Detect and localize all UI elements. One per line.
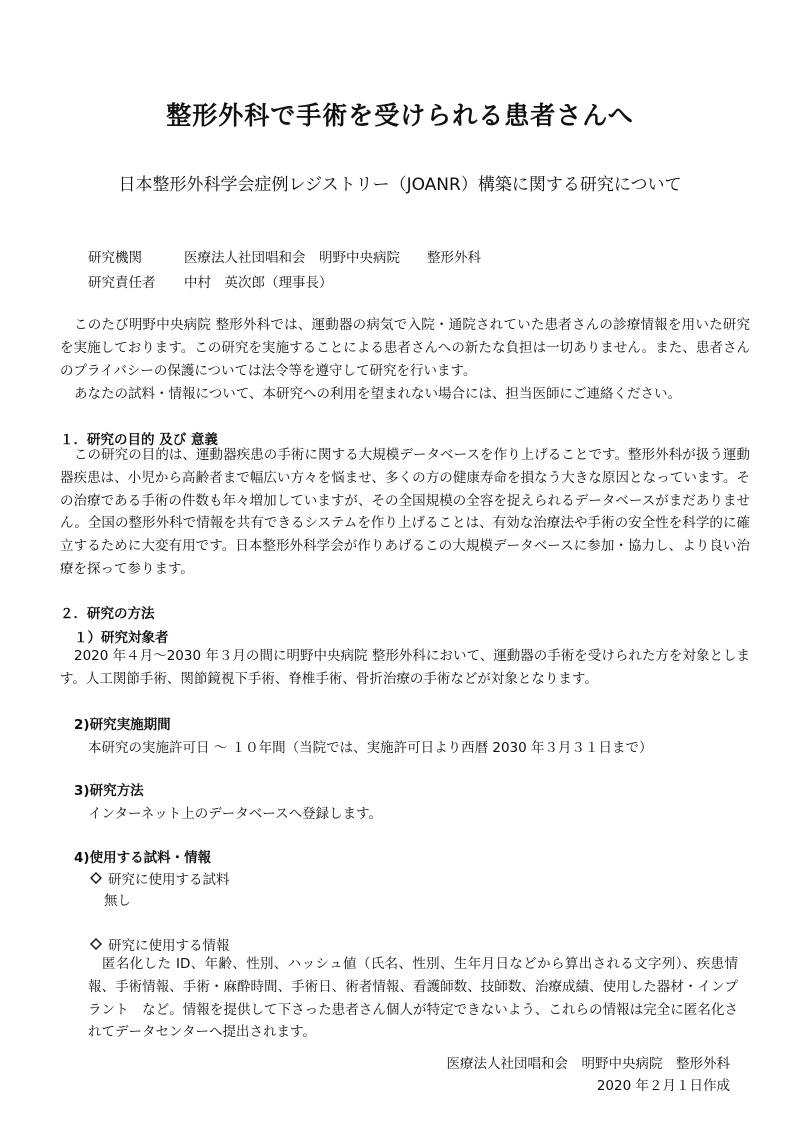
subjects-body: 2020 年４月〜2030 年３月の間に明野中央病院 整形外科において、運動器の手術を受けられた方を対象とします。人工関節手術、関節鏡視下手術、脊椎手術、骨折治療の手術などが対象となります。 — [60, 648, 750, 687]
materials-info-row — [90, 934, 230, 954]
research-institution-row — [88, 246, 481, 266]
research-institution-label: 研究機関 — [88, 250, 142, 266]
footer-organization: 医療法人社団唱和会 明野中央病院 整形外科 — [446, 1056, 730, 1072]
materials-samples-label: 研究に使用する試料 — [108, 872, 230, 888]
document-subtitle: 日本整形外科学会症例レジストリー（JOANR）構築に関する研究について — [118, 175, 682, 195]
subjects-heading: １）研究対象者 — [74, 630, 169, 646]
research-institution-value: 医療法人社団唱和会 明野中央病院 整形外科 — [184, 250, 481, 266]
method-body: インターネット上のデータベースへ登録します。 — [88, 806, 383, 822]
section-purpose-body: この研究の目的は、運動器疾患の手術に関する大規模データベースを作り上げることです。整形外科が扱う運動器疾患は、小児から高齢者まで幅広い方々を悩ませ、多くの方の健康寿命を損なう大きな原因となっています。その治療である手術の件数も年々増加していますが、その全国規模の全容を捉えられるデータベースがまだありません。全国の整形外科で情報を共有できるシステムを作り上げることは、有効な治療法や手術の安全性を科学的に確立するために大変有用です。日本整形外科学会が作りあげるこの大規模データベースに参加・協力し、より良い治療を探って参ります。 — [60, 447, 750, 577]
document-footer — [447, 1053, 731, 1097]
document-title: 整形外科で手術を受けられる患者さんへ — [166, 101, 634, 130]
principal-investigator-value: 中村 英次郎（理事長） — [184, 275, 333, 291]
diamond-outline-icon — [90, 872, 102, 888]
period-body: 本研究の実施許可日 〜 １０年間（当院では、実施許可日より西暦 2030 年３月３１日まで） — [88, 740, 653, 756]
principal-investigator-row — [88, 271, 333, 291]
principal-investigator-label: 研究責任者 — [88, 275, 156, 291]
materials-samples-row — [90, 868, 230, 888]
materials-heading: 4)使用する試料・情報 — [74, 850, 212, 866]
materials-info-label: 研究に使用する情報 — [108, 938, 230, 954]
section-method-heading: ２．研究の方法 — [60, 606, 155, 622]
intro-paragraph: このたび明野中央病院 整形外科では、運動器の病気で入院・通院されていた患者さんの診療情報を用いた研究を実施しております。この研究を実施することによる患者さんへの新たな負担は一切ありません。また、患者さんのプライバシーの保護については法令等を遵守して研究を行います。 — [60, 317, 750, 379]
period-heading: 2)研究実施期間 — [74, 717, 171, 733]
section-purpose-heading: １．研究の目的 及び 意義 — [60, 432, 218, 448]
materials-samples-value: 無し — [104, 893, 131, 909]
method-heading: 3)研究方法 — [74, 783, 144, 799]
footer-date: 2020 年２月１日作成 — [596, 1078, 730, 1094]
materials-info-body: 匿名化した ID、年齢、性別、ハッシュ値（氏名、性別、生年月日などから算出される文字列）、疾患情報、手術情報、手術・麻酔時間、手術日、術者情報、看護師数、技師数、治療成績、使用した器材・インプラント など。情報を提供して下さった患者さん個人が特定できないよう、これらの情報は完全に匿名化されてデータセンターへ提出されます。 — [88, 956, 738, 1041]
diamond-outline-icon — [90, 938, 102, 954]
intro-opt-out-paragraph: あなたの試料・情報について、本研究への利用を望まれない場合には、担当医師にご連絡ください。 — [74, 386, 681, 402]
